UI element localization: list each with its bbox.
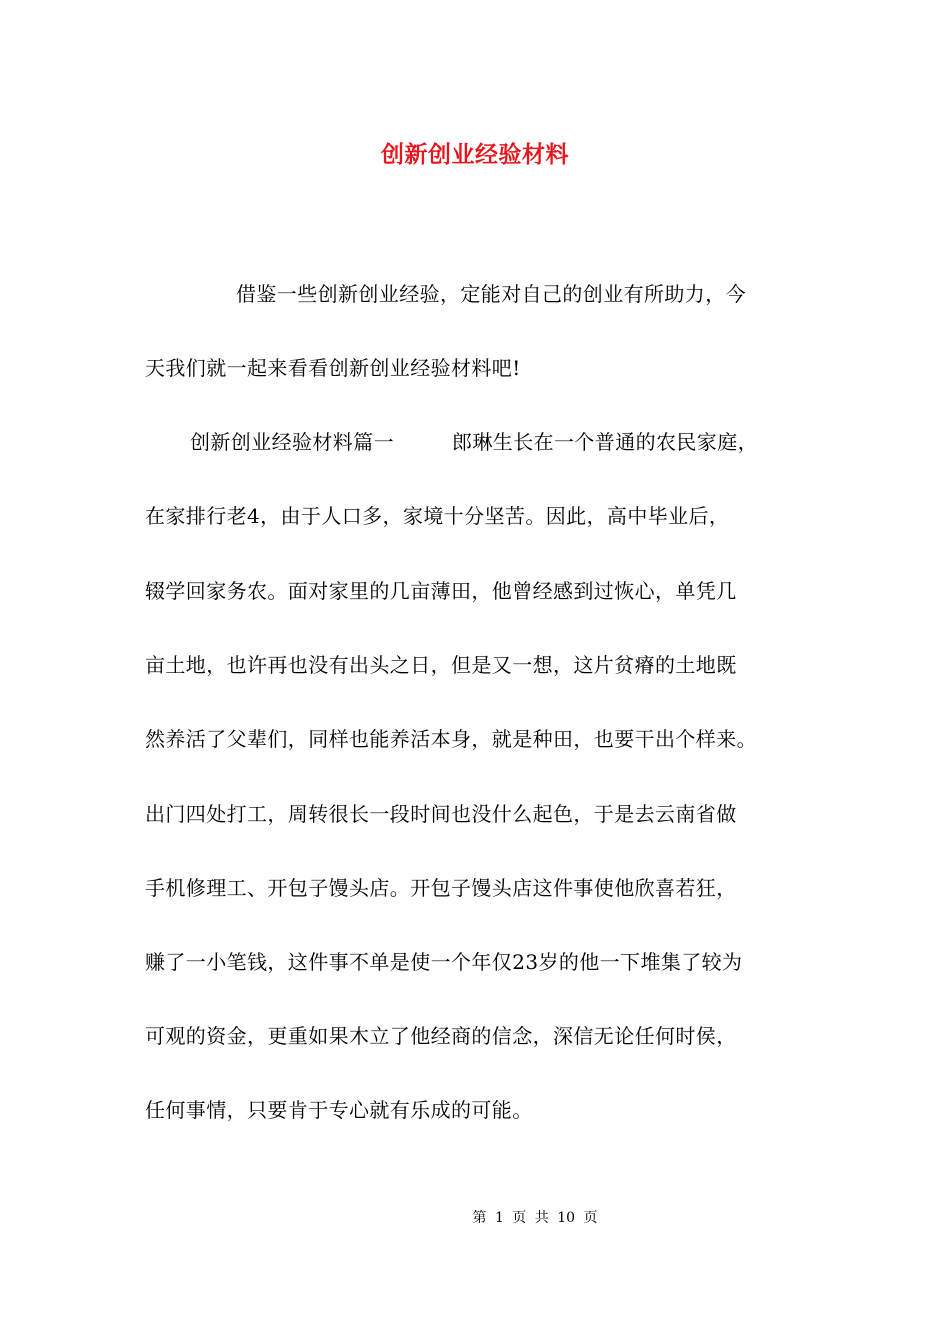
page-number-footer: 第 1 页 共 10 页	[472, 1210, 598, 1226]
paragraph-line: 天我们就一起来看看创新创业经验材料吧!	[145, 356, 521, 380]
paragraph-line: 出门四处打工，周转很长一段时间也没什么起色，于是去云南省做	[145, 802, 737, 826]
paragraph-line: 借鉴一些创新创业经验，定能对自己的创业有所助力，今	[236, 282, 746, 306]
paragraph-line: 辍学回家务农。面对家里的几亩薄田，他曾经感到过恢心，单凭几	[145, 579, 737, 603]
paragraph-line: 赚了一小笔钱，这件事不单是使一个年仅23岁的他一下堆集了较为	[145, 950, 743, 974]
paragraph-line: 然养活了父辈们，同样也能养活本身，就是种田，也要干出个样来。	[145, 727, 757, 751]
section-heading: 创新创业经验材料篇一	[190, 430, 394, 454]
paragraph-line: 在家排行老4，由于人口多，家境十分坚苦。因此，高中毕业后，	[145, 504, 730, 528]
paragraph-line: 亩土地，也许再也没有出头之日，但是又一想，这片贫瘠的土地既	[145, 653, 737, 677]
paragraph-line	[190, 426, 870, 458]
document-title: 创新创业经验材料	[381, 141, 569, 168]
paragraph-line: 任何事情，只要肯于专心就有乐成的可能。	[145, 1098, 533, 1122]
paragraph-line: 手机修理工、开包子馒头店。开包子馒头店这件事使他欣喜若狂，	[145, 876, 737, 900]
paragraph-line: 可观的资金，更重如果木立了他经商的信念，深信无论任何时侯，	[145, 1024, 737, 1048]
paragraph-text: 郎琳生长在一个普通的农民家庭，	[452, 430, 758, 454]
